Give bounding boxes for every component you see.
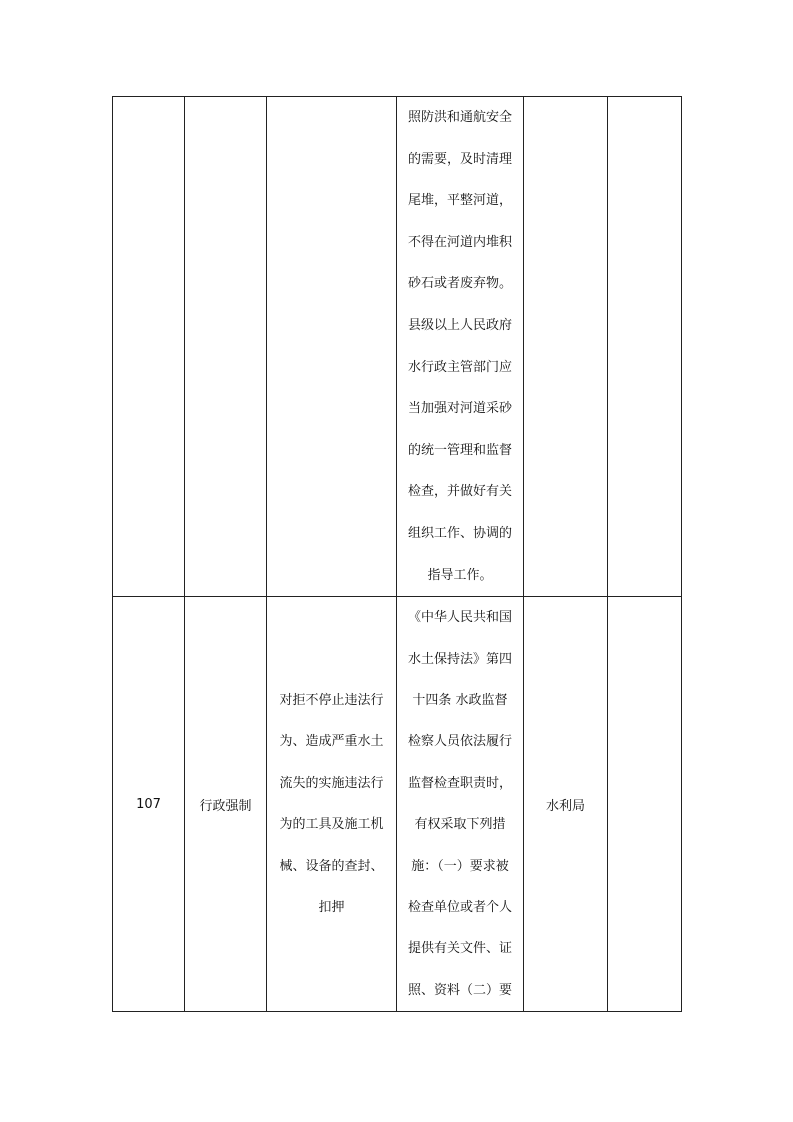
cell-note <box>608 597 682 1012</box>
cell-department <box>524 597 608 1012</box>
text-line: 为、造成严重水土 <box>279 734 384 750</box>
text-line: 照防洪和通航安全 <box>407 110 512 125</box>
cell-number <box>113 97 185 597</box>
text-line: 尾堆，平整河道， <box>407 193 512 209</box>
text-line: 水土保持法》第四 <box>407 651 512 667</box>
text-line: 《中华人民共和国 <box>407 610 512 626</box>
text-line: 砂石或者废弃物。 <box>407 276 512 292</box>
text-line: 提供有关文件、证 <box>407 941 512 957</box>
cell-legal-basis <box>397 597 524 1012</box>
legal-basis-text <box>397 597 523 1011</box>
text-line: 指导工作。 <box>427 567 493 583</box>
power-item-text <box>267 680 396 929</box>
text-line: 照、资料（二）要 <box>407 982 512 998</box>
text-line: 县级以上人民政府 <box>407 317 512 333</box>
text-line: 不得在河道内堆积 <box>407 234 512 250</box>
table-row-continued <box>113 97 682 597</box>
text-line: 械、设备的查封、 <box>279 858 384 874</box>
power-category: 行政强制 <box>199 798 252 814</box>
cell-category <box>185 597 267 1012</box>
row-number: 107 <box>136 796 161 812</box>
text-line: 的需要，及时清理 <box>407 151 512 167</box>
table-row-107 <box>113 597 682 1012</box>
text-line: 检察人员依法履行 <box>407 734 512 750</box>
cell-item <box>267 597 397 1012</box>
power-list-table <box>112 96 682 1012</box>
text-line: 扣押 <box>318 900 345 916</box>
text-line: 施：（一）要求被 <box>411 858 509 874</box>
text-line: 为的工具及施工机 <box>279 817 384 833</box>
text-line: 当加强对河道采砂 <box>407 401 512 417</box>
cell-note <box>608 97 682 597</box>
text-line: 检查单位或者个人 <box>407 899 512 915</box>
text-line: 有权采取下列措 <box>414 817 506 833</box>
text-line: 检查，并做好有关 <box>407 484 512 500</box>
department: 水利局 <box>545 798 585 814</box>
text-line: 十四条 水政监督 <box>412 692 508 708</box>
text-line: 组织工作、协调的 <box>407 525 512 541</box>
text-line: 水行政主管部门应 <box>407 359 512 375</box>
legal-basis-text <box>397 97 523 596</box>
cell-category <box>185 97 267 597</box>
cell-item <box>267 97 397 597</box>
text-line: 对拒不停止违法行 <box>279 692 384 708</box>
cell-legal-basis <box>397 97 524 597</box>
text-line: 监督检查职责时， <box>407 775 512 791</box>
text-line: 流失的实施违法行 <box>279 775 384 791</box>
cell-department <box>524 97 608 597</box>
text-line: 的统一管理和监督 <box>407 442 512 458</box>
cell-number <box>113 597 185 1012</box>
